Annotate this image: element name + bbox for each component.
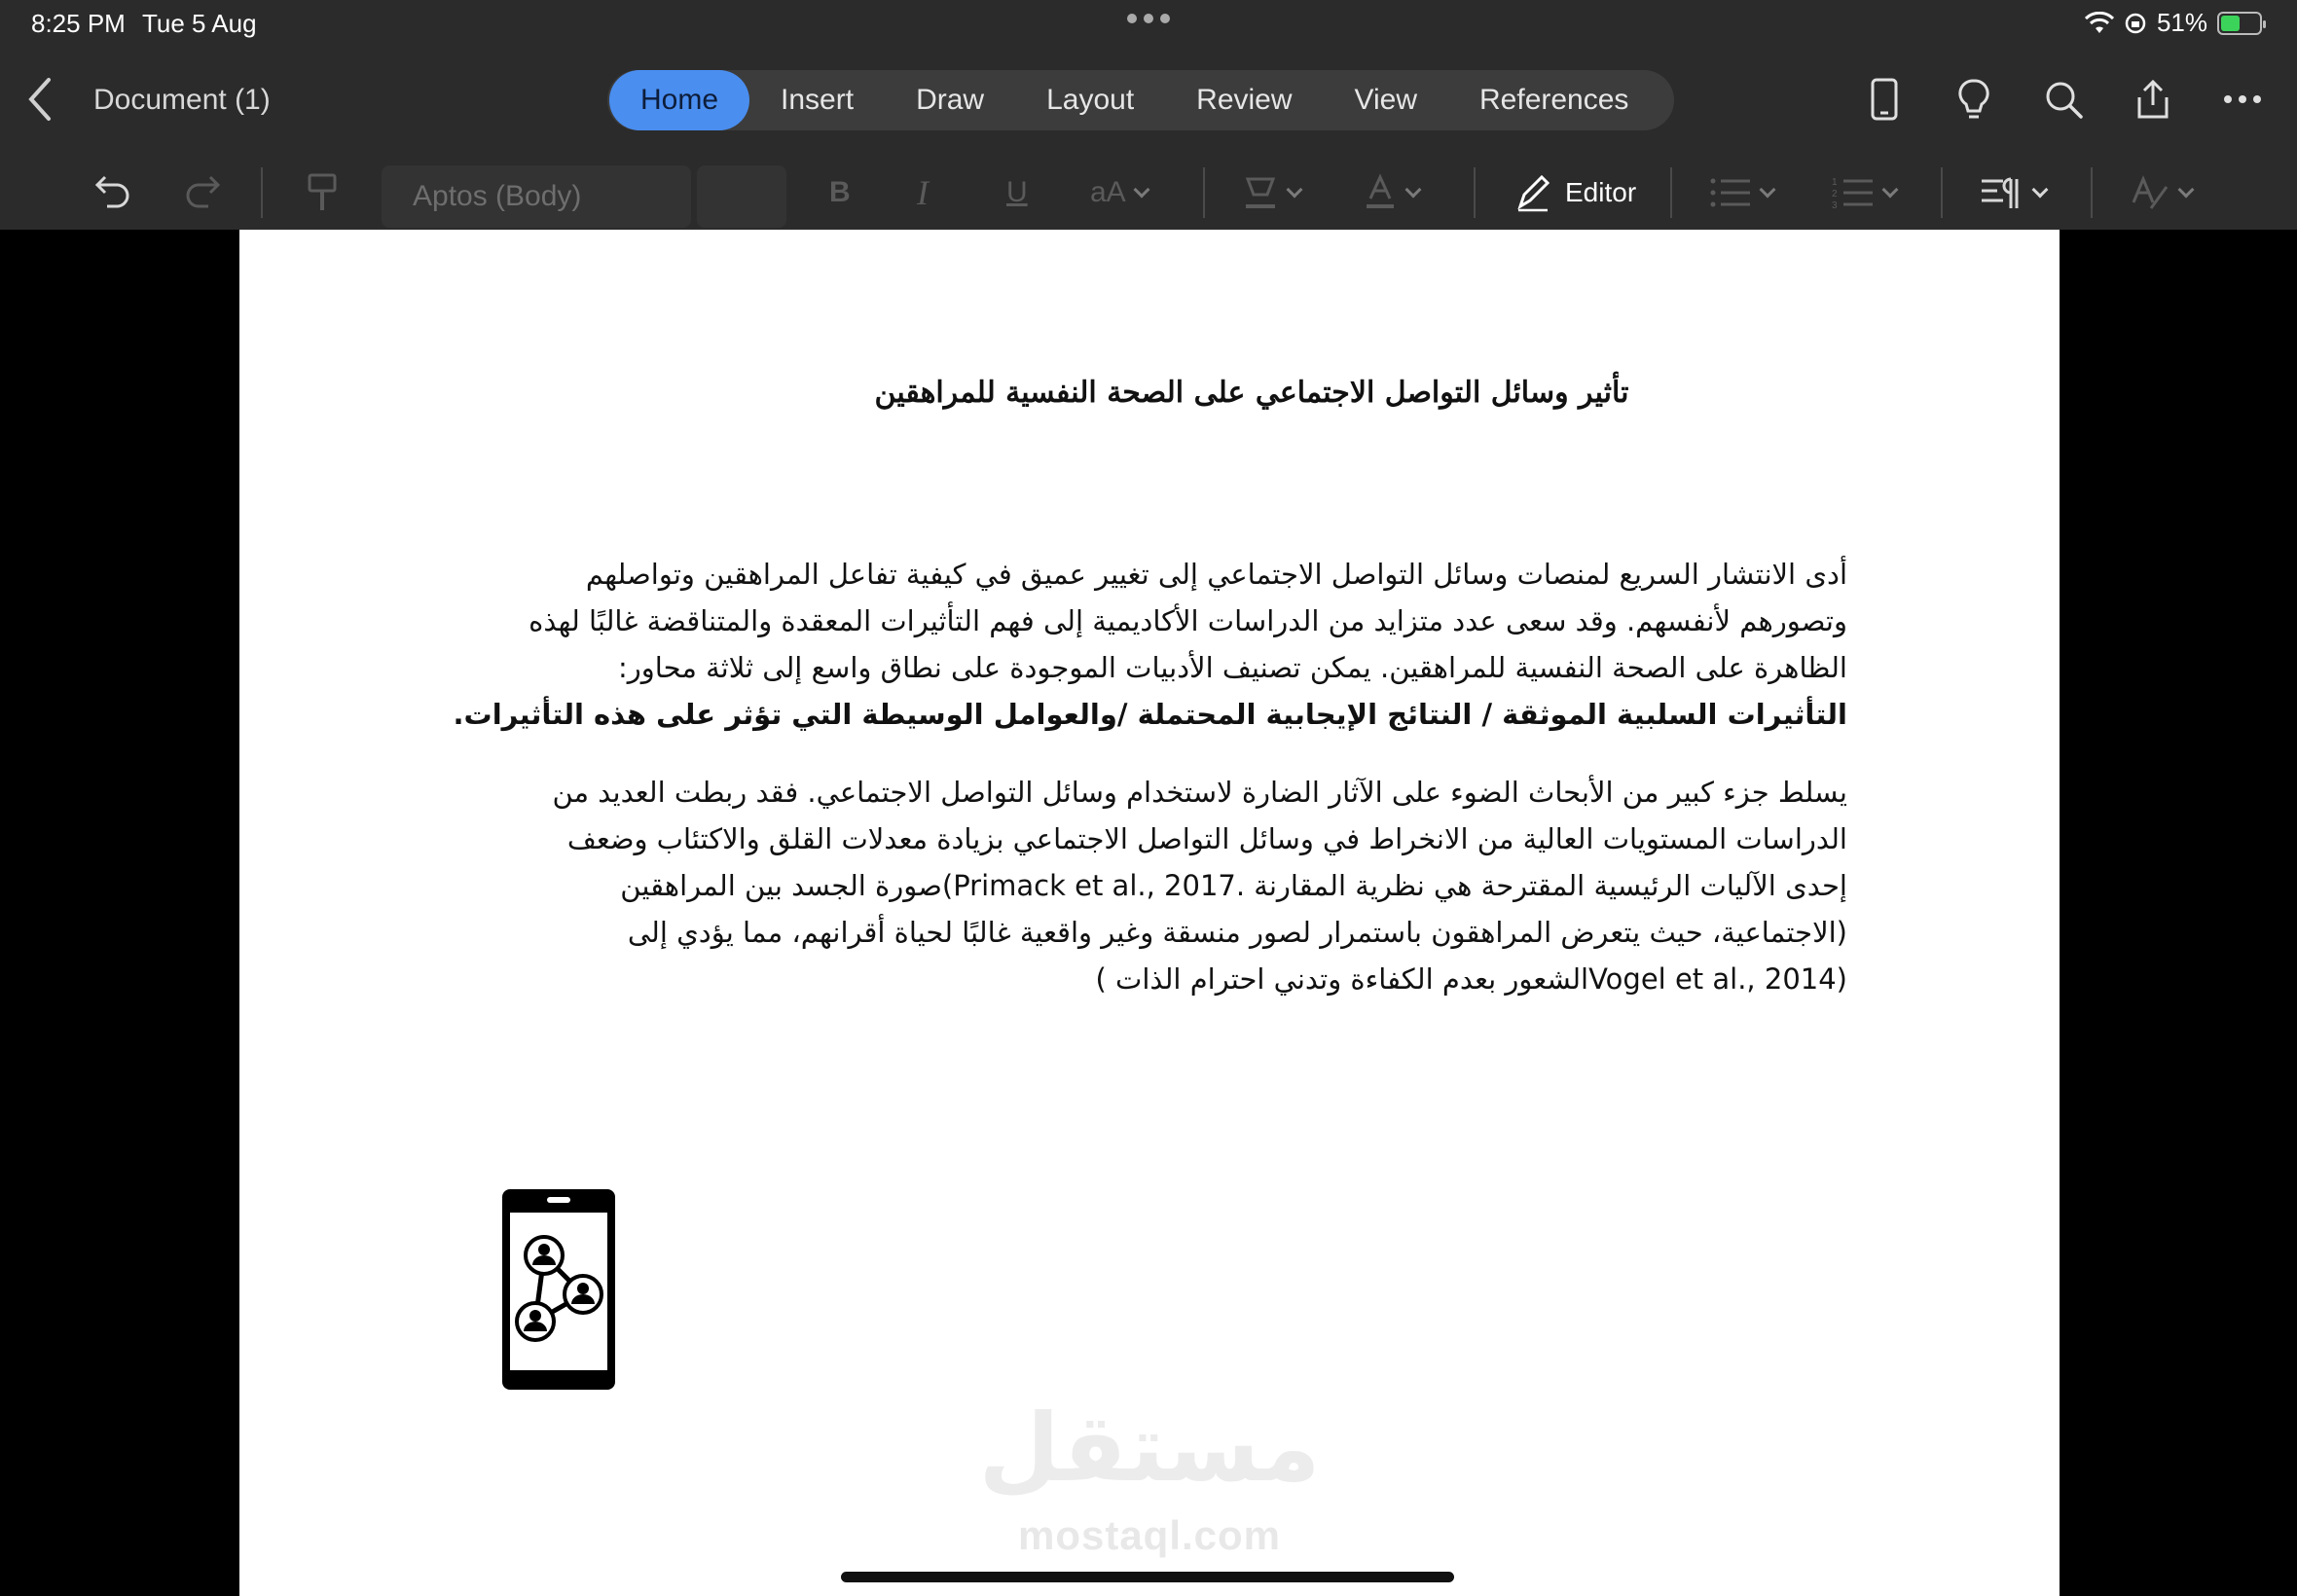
paragraph-format-icon[interactable] — [1980, 169, 2046, 216]
svg-text:1: 1 — [1832, 177, 1838, 188]
home-indicator[interactable] — [841, 1572, 1454, 1582]
status-date: Tue 5 Aug — [142, 9, 257, 38]
more-options-icon[interactable] — [2217, 74, 2268, 125]
paragraph-line: يسلط جزء كبير من الأبحاث الضوء على الآثار الضارة لاستخدام وسائل التواصل الاجتماعي. فقد ربطت العديد من — [552, 776, 1847, 809]
tab-insert[interactable]: Insert — [781, 84, 855, 116]
mobile-view-icon[interactable] — [1859, 74, 1910, 125]
ribbon — [0, 47, 2297, 230]
tab-references[interactable]: References — [1479, 84, 1629, 116]
redo-icon[interactable] — [181, 169, 224, 216]
undo-icon[interactable] — [91, 169, 134, 216]
toolbar-divider — [1474, 167, 1476, 218]
status-indicators — [2085, 8, 2262, 38]
document-heading — [239, 376, 2060, 410]
paragraph-intro — [453, 551, 1847, 738]
wifi-icon — [2085, 12, 2114, 35]
paragraph-line: أدى الانتشار السريع لمنصات وسائل التواصل الاجتماعي إلى تغيير عميق في كيفية تفاعل المراهقين وتواصلهم — [585, 558, 1847, 591]
orientation-lock-icon — [2124, 12, 2147, 35]
lightbulb-icon[interactable] — [1949, 74, 1999, 125]
status-bar — [0, 0, 2297, 47]
paragraph-line: (الاجتماعية، حيث يتعرض المراهقون باستمرار لصور منسقة وغير واقعية غالبًا لحياة أقرانهم، مما يؤدي إلى — [627, 916, 1847, 949]
watermark-arabic: مستقل — [978, 1396, 1321, 1501]
font-name-field[interactable]: Aptos (Body) — [382, 165, 691, 228]
tab-draw[interactable]: Draw — [916, 84, 985, 116]
formatting-toolbar — [0, 156, 2297, 230]
format-painter-icon[interactable] — [306, 169, 339, 216]
styles-icon[interactable] — [2130, 169, 2192, 216]
tab-layout[interactable]: Layout — [1046, 84, 1135, 116]
svg-text:3: 3 — [1832, 200, 1838, 210]
status-time: 8:25 PM — [31, 9, 126, 38]
toolbar-divider — [1203, 167, 1205, 218]
multitasking-dots-icon[interactable] — [1127, 14, 1170, 25]
text-size-icon[interactable]: aA — [1090, 169, 1148, 216]
toolbar-divider — [261, 167, 263, 218]
toolbar-divider — [1941, 167, 1943, 218]
bold-icon[interactable]: B — [829, 176, 851, 208]
editor-label: Editor — [1565, 177, 1637, 207]
underline-icon[interactable]: U — [1006, 176, 1028, 208]
toolbar-divider — [2091, 167, 2093, 218]
font-size-field[interactable] — [697, 165, 786, 228]
paragraph-line: (Vogel et al., 2014الشعور بعدم الكفاءة وتدني احترام الذات ) — [1095, 962, 1847, 996]
watermark-latin: mostaql.com — [1017, 1512, 1282, 1558]
toolbar-divider — [1670, 167, 1672, 218]
italic-icon[interactable]: I — [917, 173, 929, 212]
tab-review[interactable]: Review — [1196, 84, 1293, 116]
social-network-phone-icon[interactable] — [500, 1187, 617, 1392]
search-icon[interactable] — [2038, 74, 2089, 125]
document-page[interactable] — [239, 230, 2060, 1596]
svg-text:2: 2 — [1832, 189, 1838, 200]
share-icon[interactable] — [2128, 74, 2178, 125]
paragraph-line: الدراسات المستويات العالية من الانخراط في وسائل التواصل الاجتماعي بزيادة معدلات القلق والاكتئاب وضعف — [566, 822, 1847, 855]
back-chevron-icon[interactable] — [19, 74, 62, 125]
highlight-icon[interactable] — [1242, 169, 1300, 216]
paragraph-bold-line: التأثيرات السلبية الموثقة / النتائج الإيجابية المحتملة /والعوامل الوسيطة التي تؤثر على هذه التأثيرات. — [453, 698, 1847, 731]
font-color-icon[interactable] — [1363, 169, 1419, 216]
paragraph-line: وتصورهم لأنفسهم. وقد سعى عدد متزايد من الدراسات الأكاديمية إلى فهم التأثيرات المعقدة والمتناقضة غالبًا لهذه — [529, 604, 1847, 637]
paragraph-line: الظاهرة على الصحة النفسية للمراهقين. يمكن تصنيف الأدبيات الموجودة على نطاق واسع إلى ثلاثة محاور: — [618, 651, 1847, 684]
bullet-list-icon[interactable] — [1709, 169, 1773, 216]
editor-button[interactable] — [1514, 169, 1636, 216]
document-title[interactable]: Document (1) — [93, 84, 271, 116]
heading-text: تأثير وسائل التواصل الاجتماعي على الصحة النفسية للمراهقين — [874, 376, 1629, 410]
tab-view[interactable]: View — [1354, 84, 1418, 116]
paragraph-line: إحدى الآليات الرئيسية المقترحة هي نظرية المقارنة .Primack et al., 2017)صورة الجسد بين المراهقين — [620, 869, 1847, 902]
ribbon-tabs — [607, 70, 1674, 130]
tab-home[interactable]: Home — [609, 70, 749, 130]
editor-pen-icon — [1514, 173, 1551, 212]
paragraph-negative-effects — [553, 769, 1847, 1002]
battery-icon — [2217, 12, 2262, 35]
numbered-list-icon[interactable] — [1832, 169, 1896, 216]
header-actions — [1859, 74, 2268, 125]
battery-percent: 51% — [2156, 8, 2207, 37]
